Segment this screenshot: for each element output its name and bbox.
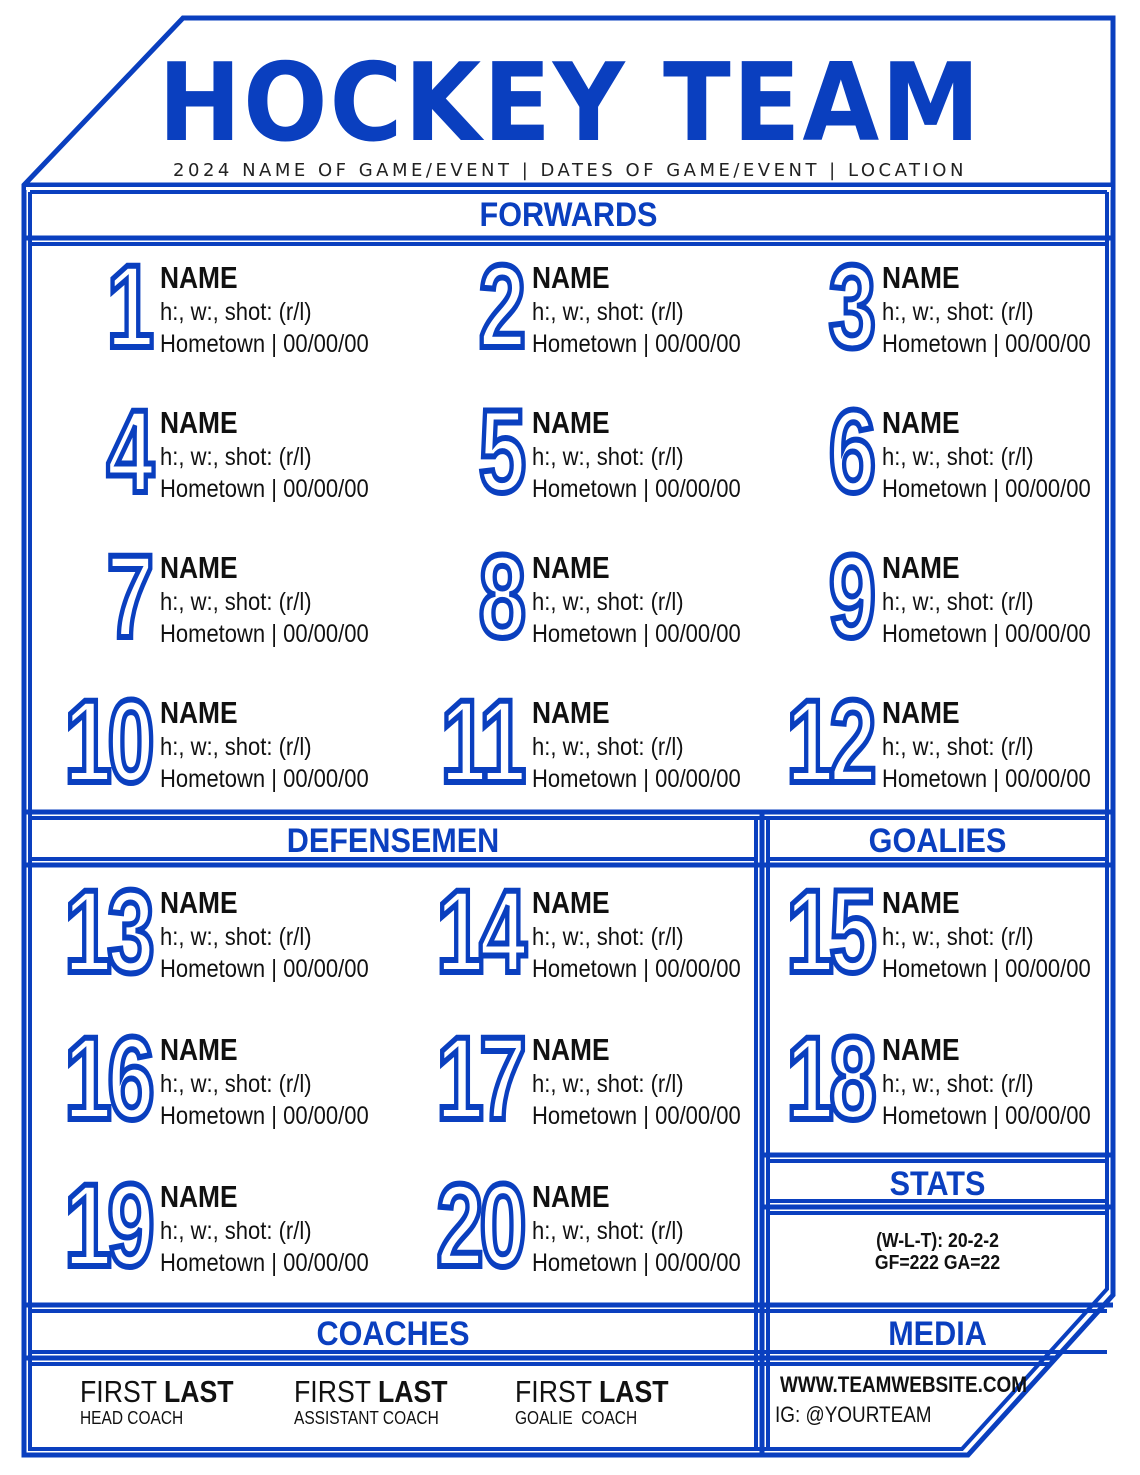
player-measurements: h:, w:, shot: (r/l)	[160, 1070, 312, 1098]
player-card	[722, 866, 1091, 998]
jersey-number: 2	[479, 241, 522, 373]
coach-name: FIRST LAST	[294, 1374, 448, 1409]
media-instagram-link[interactable]: IG: @YOURTEAM	[775, 1402, 932, 1427]
player-hometown-dob: Hometown | 00/00/00	[882, 1102, 1091, 1130]
jersey-number: 12	[786, 676, 872, 808]
jersey-number: 5	[479, 386, 522, 518]
player-name: NAME	[160, 1179, 238, 1214]
event-subtitle: 2024 NAME OF GAME/EVENT | DATES OF GAME/EVENT | LOCATION	[173, 160, 967, 181]
player-name: NAME	[532, 1032, 610, 1067]
player-hometown-dob: Hometown | 00/00/00	[882, 955, 1091, 983]
jersey-number: 1	[107, 241, 150, 373]
jersey-number: 13	[64, 866, 150, 998]
player-name: NAME	[160, 695, 238, 730]
coach-role: HEAD COACH	[80, 1408, 184, 1428]
player-hometown-dob: Hometown | 00/00/00	[532, 475, 741, 503]
player-hometown-dob: Hometown | 00/00/00	[160, 955, 369, 983]
player-hometown-dob: Hometown | 00/00/00	[160, 330, 369, 358]
player-name: NAME	[882, 1032, 960, 1067]
player-measurements: h:, w:, shot: (r/l)	[532, 1070, 684, 1098]
player-card	[372, 1013, 741, 1145]
player-measurements: h:, w:, shot: (r/l)	[882, 1070, 1034, 1098]
player-hometown-dob: Hometown | 00/00/00	[882, 765, 1091, 793]
player-card	[372, 531, 741, 663]
section-title-forwards: FORWARDS	[479, 196, 658, 234]
coach-name: FIRST LAST	[515, 1374, 669, 1409]
jersey-number: 14	[436, 866, 522, 998]
section-title-goalies: GOALIES	[868, 822, 1007, 860]
coach-role: GOALIE COACH	[515, 1408, 638, 1428]
player-measurements: h:, w:, shot: (r/l)	[160, 298, 312, 326]
player-name: NAME	[160, 885, 238, 920]
player-card	[0, 1013, 369, 1145]
player-card	[722, 531, 1091, 663]
player-hometown-dob: Hometown | 00/00/00	[882, 475, 1091, 503]
player-name: NAME	[532, 405, 610, 440]
player-hometown-dob: Hometown | 00/00/00	[160, 620, 369, 648]
section-title-stats: STATS	[889, 1165, 986, 1203]
stats-record: (W-L-T): 20-2-2	[876, 1230, 999, 1252]
coach-role: ASSISTANT COACH	[294, 1408, 439, 1428]
player-hometown-dob: Hometown | 00/00/00	[532, 1102, 741, 1130]
coach-card	[515, 1376, 694, 1427]
jersey-number: 16	[64, 1013, 150, 1145]
player-hometown-dob: Hometown | 00/00/00	[160, 765, 369, 793]
player-card	[722, 386, 1091, 518]
player-hometown-dob: Hometown | 00/00/00	[532, 955, 741, 983]
player-name: NAME	[882, 405, 960, 440]
player-hometown-dob: Hometown | 00/00/00	[160, 475, 369, 503]
player-measurements: h:, w:, shot: (r/l)	[160, 588, 312, 616]
player-name: NAME	[160, 1032, 238, 1067]
jersey-number: 9	[829, 531, 872, 663]
jersey-number: 6	[829, 386, 872, 518]
jersey-number: 17	[436, 1013, 522, 1145]
player-measurements: h:, w:, shot: (r/l)	[160, 733, 312, 761]
player-measurements: h:, w:, shot: (r/l)	[882, 298, 1034, 326]
stats-goals: GF=222 GA=22	[874, 1252, 1001, 1274]
section-title-media: MEDIA	[888, 1315, 987, 1353]
player-card	[372, 1160, 741, 1292]
player-name: NAME	[160, 405, 238, 440]
jersey-number: 18	[786, 1013, 872, 1145]
jersey-number: 7	[107, 531, 150, 663]
coach-card	[294, 1376, 473, 1427]
player-card	[722, 241, 1091, 373]
player-measurements: h:, w:, shot: (r/l)	[532, 1217, 684, 1245]
player-hometown-dob: Hometown | 00/00/00	[532, 1249, 741, 1277]
jersey-number: 19	[64, 1160, 150, 1292]
jersey-number: 3	[829, 241, 872, 373]
jersey-number: 4	[107, 386, 150, 518]
player-measurements: h:, w:, shot: (r/l)	[532, 443, 684, 471]
player-name: NAME	[532, 1179, 610, 1214]
team-stats	[783, 1230, 1092, 1274]
player-measurements: h:, w:, shot: (r/l)	[882, 443, 1034, 471]
player-measurements: h:, w:, shot: (r/l)	[160, 443, 312, 471]
player-hometown-dob: Hometown | 00/00/00	[160, 1249, 369, 1277]
player-measurements: h:, w:, shot: (r/l)	[532, 733, 684, 761]
player-card	[372, 676, 741, 808]
player-measurements: h:, w:, shot: (r/l)	[532, 923, 684, 951]
section-title-coaches: COACHES	[316, 1315, 470, 1353]
player-name: NAME	[882, 260, 960, 295]
player-card	[722, 676, 1091, 808]
player-card	[372, 866, 741, 998]
player-name: NAME	[882, 550, 960, 585]
player-card	[372, 386, 741, 518]
player-hometown-dob: Hometown | 00/00/00	[532, 620, 741, 648]
jersey-number: 8	[479, 531, 522, 663]
player-hometown-dob: Hometown | 00/00/00	[532, 765, 741, 793]
player-measurements: h:, w:, shot: (r/l)	[882, 923, 1034, 951]
player-name: NAME	[882, 885, 960, 920]
player-card	[0, 531, 369, 663]
coach-name: FIRST LAST	[80, 1374, 234, 1409]
media-website-link[interactable]: WWW.TEAMWEBSITE.COM	[780, 1372, 1027, 1397]
jersey-number: 11	[440, 676, 522, 808]
player-card	[0, 241, 369, 373]
player-name: NAME	[532, 260, 610, 295]
player-card	[722, 1013, 1091, 1145]
player-card	[0, 676, 369, 808]
player-name: NAME	[532, 550, 610, 585]
player-hometown-dob: Hometown | 00/00/00	[882, 620, 1091, 648]
player-hometown-dob: Hometown | 00/00/00	[160, 1102, 369, 1130]
player-name: NAME	[160, 550, 238, 585]
jersey-number: 10	[64, 676, 150, 808]
player-name: NAME	[882, 695, 960, 730]
page-title: HOCKEY TEAM	[158, 41, 982, 166]
player-measurements: h:, w:, shot: (r/l)	[160, 1217, 312, 1245]
player-card	[0, 386, 369, 518]
player-measurements: h:, w:, shot: (r/l)	[160, 923, 312, 951]
jersey-number: 20	[436, 1160, 522, 1292]
player-measurements: h:, w:, shot: (r/l)	[882, 733, 1034, 761]
player-measurements: h:, w:, shot: (r/l)	[882, 588, 1034, 616]
player-hometown-dob: Hometown | 00/00/00	[882, 330, 1091, 358]
player-measurements: h:, w:, shot: (r/l)	[532, 298, 684, 326]
player-card	[0, 866, 369, 998]
player-card	[0, 1160, 369, 1292]
player-measurements: h:, w:, shot: (r/l)	[532, 588, 684, 616]
jersey-number: 15	[786, 866, 872, 998]
player-name: NAME	[160, 260, 238, 295]
player-name: NAME	[532, 885, 610, 920]
section-title-defensemen: DEFENSEMEN	[286, 822, 500, 860]
coach-card	[80, 1376, 259, 1427]
player-name: NAME	[532, 695, 610, 730]
player-hometown-dob: Hometown | 00/00/00	[532, 330, 741, 358]
player-card	[372, 241, 741, 373]
